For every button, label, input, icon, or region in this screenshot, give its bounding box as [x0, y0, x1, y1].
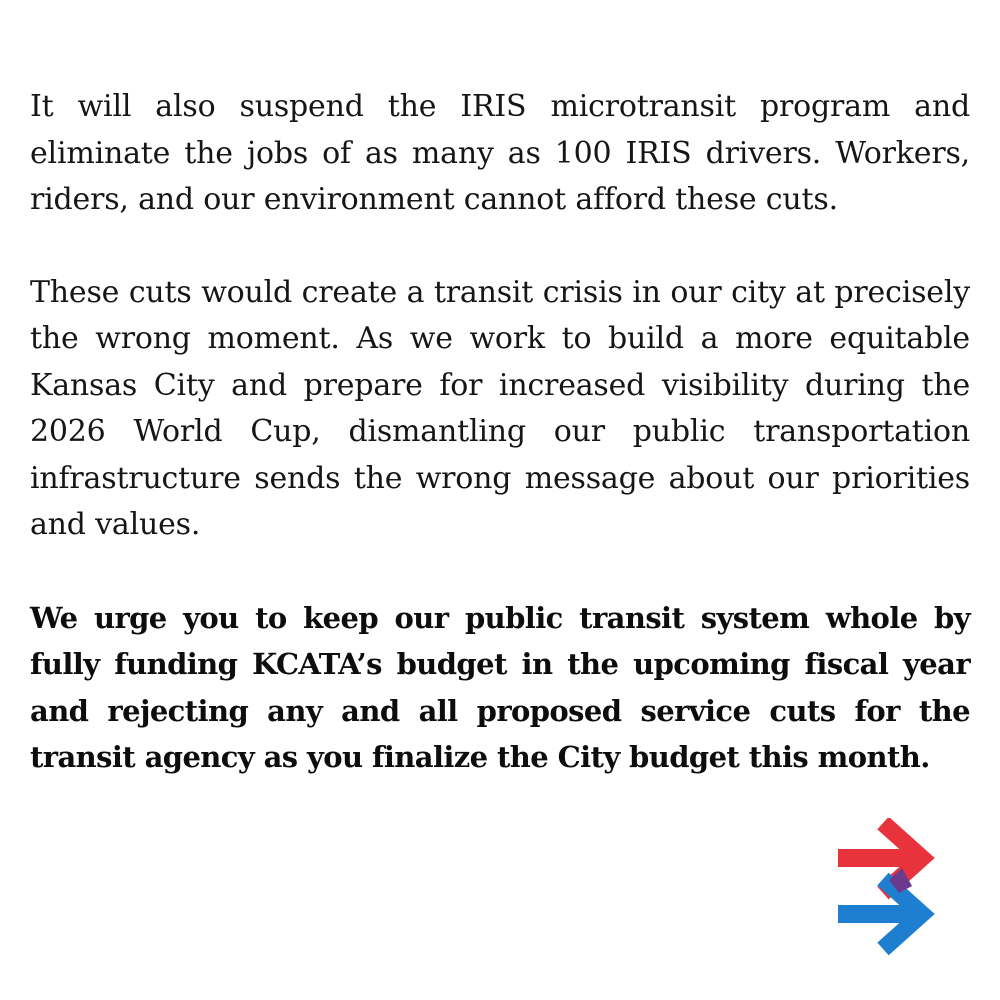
- paragraph-iris-suspension: It will also suspend the IRIS microtransit program and eliminate the jobs of as many as 100 IRIS drivers. Workers, riders, and our environment cannot afford these cuts.: [30, 89, 970, 217]
- arrows-logo-icon: [836, 818, 936, 956]
- document-body: [30, 84, 970, 827]
- paragraph-transit-crisis: These cuts would create a transit crisis in our city at precisely the wrong moment. As we work to build a more equitable Kansas City and prepare for increased visibility during the 2026 World Cup, dismantling our public transportation infrastructure sends the wrong message about our priorities and values.: [30, 274, 970, 542]
- call-to-action: We urge you to keep our public transit system whole by fully funding KCATA’s budget in the upcoming fiscal year and rejecting any and all proposed service cuts for the transit agency as you finalize the City budget this month.: [30, 600, 970, 774]
